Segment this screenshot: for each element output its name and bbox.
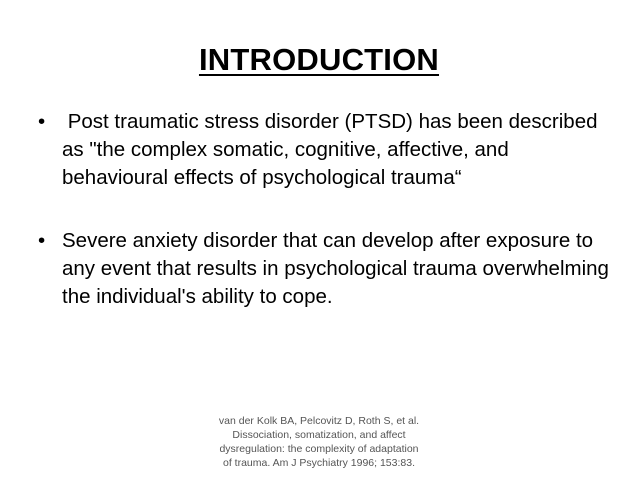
bullet-item (38, 227, 618, 311)
citation-line: dysregulation: the complexity of adaptation (219, 443, 419, 455)
bullet-item (38, 108, 618, 192)
citation (200, 414, 438, 470)
bullet-text: Post traumatic stress disorder (PTSD) has been described as "the complex somatic, cognitive, affective, and behavioural effects of psychological trauma“ (62, 110, 604, 189)
bullet-dot-icon: • (38, 110, 46, 133)
bullet-dot-icon: • (38, 229, 46, 252)
citation-line: of trauma. Am J Psychiatry 1996; 153:83. (222, 457, 415, 469)
slide-title: INTRODUCTION (198, 42, 440, 77)
bullet-list (38, 108, 618, 311)
citation-line: van der Kolk BA, Pelcovitz D, Roth S, et al. (218, 415, 420, 427)
citation-line: Dissociation, somatization, and affect (232, 429, 406, 441)
bullet-text: Severe anxiety disorder that can develop after exposure to any event that results in psychological trauma overwhelming the individual's ability to cope. (62, 229, 609, 308)
